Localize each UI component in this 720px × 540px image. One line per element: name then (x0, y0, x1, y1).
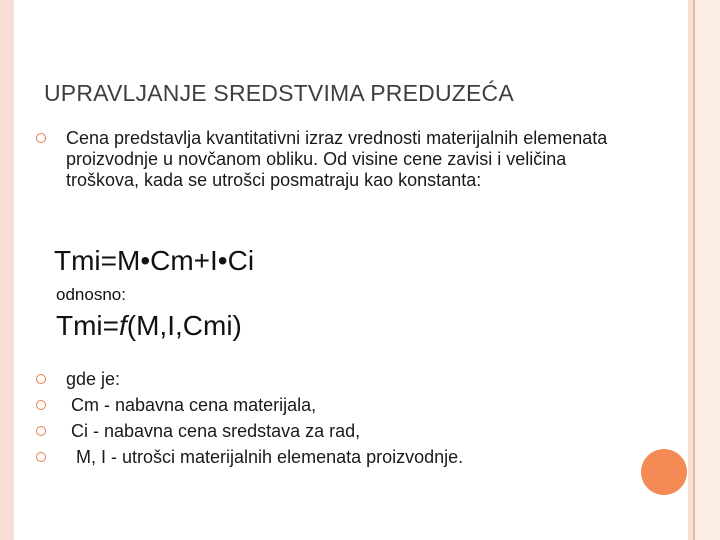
bullet-icon (36, 133, 46, 143)
formula-function (56, 310, 242, 342)
left-frame-border (0, 0, 14, 540)
formula-function-args: (M,I,Cmi) (126, 310, 242, 341)
list-item: Ci - nabavna cena sredstava za rad, (66, 421, 361, 441)
bullet-icon (36, 452, 46, 462)
formula-cost: Tmi=M•Cm+I•Ci (54, 245, 255, 276)
decorative-circle (641, 449, 687, 495)
bullet-icon (36, 426, 46, 436)
formula-function-prefix: Tmi= (56, 310, 119, 341)
odnosno-label: odnosno: (56, 285, 126, 304)
formula-function-symbol: f (119, 310, 127, 341)
slide-canvas (14, 0, 688, 540)
bullet-icon (36, 374, 46, 384)
right-frame-inner (695, 0, 720, 540)
list-item: M, I - utrošci materijalnih elemenata proizvodnje. (66, 447, 464, 467)
slide-title: UPRAVLJANJE SREDSTVIMA PREDUZEĆA (44, 80, 514, 106)
bullet-icon (36, 400, 46, 410)
intro-paragraph: Cena predstavlja kvantitativni izraz vrednosti materijalnih elemenata proizvodnje u novčanom obliku. Od visine cene zavisi i veličina troškova, kada se utrošci posmatraju kao konstanta: (66, 128, 608, 190)
list-item: gde je: (66, 369, 121, 389)
list-item: Cm - nabavna cena materijala, (66, 395, 317, 415)
